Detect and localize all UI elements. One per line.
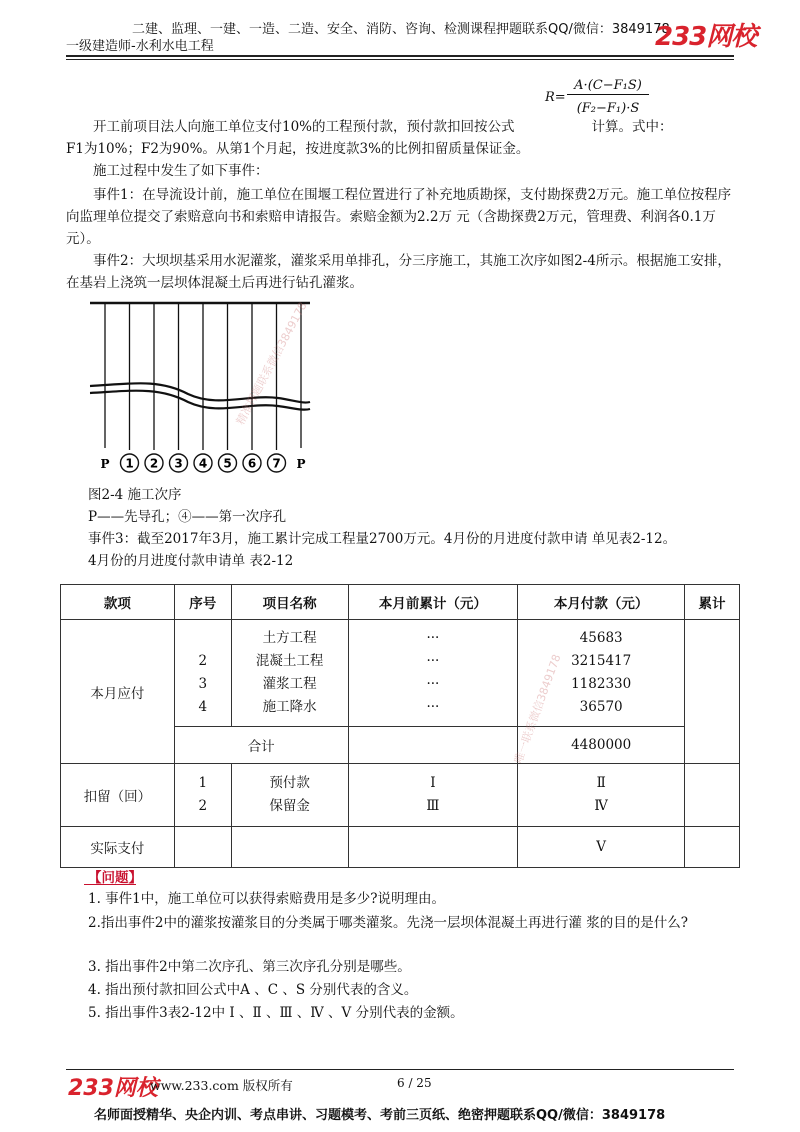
para-event3: 事件3：截至2017年3月，施工累计完成工程量2700万元。4月份的月进度付款申请 单见表2-12。 bbox=[88, 531, 677, 547]
cell-name: 预付款 bbox=[269, 775, 310, 791]
section-payable-label: 本月应付 bbox=[61, 620, 175, 764]
cell-no: 3 bbox=[198, 676, 208, 692]
para1-text-b: 计算。式中： bbox=[591, 119, 673, 135]
pilot-hole-label: P bbox=[100, 457, 110, 471]
para-advance-payment bbox=[66, 118, 734, 137]
grout-hole-number: 3 bbox=[174, 456, 183, 471]
header-divider-thin bbox=[66, 59, 734, 60]
questions-title: 【问题】 bbox=[88, 870, 142, 886]
section2-pay bbox=[518, 764, 685, 827]
formula-numerator: A·(C−F₁S) bbox=[567, 78, 649, 95]
section2-names bbox=[231, 764, 348, 827]
cell-prev: Ⅲ bbox=[426, 798, 440, 814]
footer-promo: 名师面授精华、央企内训、考点串讲、习题模考、考前三页纸、绝密押题联系QQ/微信：3849178 bbox=[94, 1108, 666, 1123]
cell-no: 1 bbox=[198, 775, 208, 791]
grout-hole-number: 5 bbox=[223, 456, 232, 471]
total-pay: 4480000 bbox=[518, 727, 685, 764]
footer-logo[interactable]: 233网校 bbox=[68, 1076, 158, 1101]
cell-cumulative bbox=[685, 764, 740, 827]
para-ratio: F1为10%；F2为90%。从第1个月起，按进度款3%的比例扣留质量保证金。 bbox=[66, 141, 530, 157]
question-1: 1. 事件1中，施工单位可以获得索赔费用是多少?说明理由。 bbox=[88, 891, 445, 907]
cell-no: 2 bbox=[198, 798, 208, 814]
cell-pay: 1182330 bbox=[571, 676, 632, 692]
cell-prev: ··· bbox=[426, 630, 440, 646]
pilot-hole-label: P bbox=[296, 457, 306, 471]
questions-title-underline bbox=[84, 884, 136, 885]
question-3: 3. 指出事件2中第二次序孔、第三次序孔分别是哪些。 bbox=[88, 959, 411, 975]
formula-lhs: R= bbox=[545, 90, 566, 105]
cell-name: 施工降水 bbox=[262, 699, 317, 715]
grout-hole-number: 2 bbox=[149, 456, 159, 471]
section2-nos bbox=[174, 764, 231, 827]
cell-pay: Ⅱ bbox=[596, 775, 606, 791]
cell-prev: Ⅰ bbox=[430, 775, 436, 791]
cell-pay: Ⅳ bbox=[594, 798, 608, 814]
watermark: 精准押题联系微信3849178 bbox=[233, 299, 310, 428]
actual-payment-value: Ⅴ bbox=[518, 827, 685, 868]
cell-no: 4 bbox=[198, 699, 208, 715]
table-row bbox=[61, 827, 740, 868]
section2-prev bbox=[348, 764, 518, 827]
header-item: 款项 bbox=[61, 585, 175, 620]
cell-prev: ··· bbox=[426, 699, 440, 715]
cell-prev: ··· bbox=[426, 676, 440, 692]
section-deduction-label: 扣留（回） bbox=[61, 764, 175, 827]
cell-prev: ··· bbox=[426, 653, 440, 669]
cell-empty bbox=[174, 827, 231, 868]
cell-empty bbox=[231, 827, 348, 868]
header-name: 项目名称 bbox=[231, 585, 348, 620]
cell-no: 2 bbox=[198, 653, 208, 669]
grout-hole-number: 7 bbox=[272, 456, 281, 471]
footer-divider bbox=[66, 1069, 734, 1070]
figure-caption: 图2-4 施工次序 bbox=[88, 487, 182, 503]
header-no: 序号 bbox=[174, 585, 231, 620]
para1-text-a: 开工前项目法人向施工单位支付10%的工程预付款，预付款扣回按公式 bbox=[93, 119, 515, 135]
header-contact-line: 二建、监理、一建、一造、二造、安全、消防、咨询、检测课程押题联系QQ/微信：3849178 bbox=[132, 22, 670, 37]
footer-site-link[interactable]: www.233.com 版权所有 bbox=[150, 1078, 293, 1093]
para-event2: 事件2：大坝坝基采用水泥灌浆，灌浆采用单排孔，分三序施工，其施工次序如图2-4所示。根据施工安排，在基岩上浇筑一层坝体混凝土后再进行钻孔灌浆。 bbox=[66, 253, 731, 291]
grout-hole-number: 4 bbox=[198, 456, 208, 471]
header-this-month: 本月付款（元） bbox=[518, 585, 685, 620]
cell-no bbox=[175, 627, 231, 650]
cell-pay: 36570 bbox=[579, 699, 623, 715]
cell-pay: 3215417 bbox=[571, 653, 632, 669]
cell-name: 保留金 bbox=[269, 798, 310, 814]
section1-names bbox=[231, 620, 348, 727]
header-subject: 一级建造师-水利水电工程 bbox=[66, 39, 214, 54]
table-caption: 4月份的月进度付款申请单 表2-12 bbox=[88, 553, 294, 569]
total-prev bbox=[348, 727, 518, 764]
payment-request-table bbox=[60, 584, 740, 868]
cell-empty bbox=[348, 827, 518, 868]
table-row bbox=[61, 764, 740, 827]
section1-nos bbox=[174, 620, 231, 727]
section1-prev bbox=[348, 620, 518, 727]
cell-pay: 45683 bbox=[579, 630, 623, 646]
table-row bbox=[61, 620, 740, 727]
question-5: 5. 指出事件3表2-12中 Ⅰ 、Ⅱ 、Ⅲ 、Ⅳ 、Ⅴ 分别代表的金额。 bbox=[88, 1005, 464, 1021]
cell-cumulative bbox=[685, 620, 740, 764]
formula-denominator: (F₂−F₁)·S bbox=[576, 101, 640, 116]
cell-name: 土方工程 bbox=[262, 630, 317, 646]
para-events-intro: 施工过程中发生了如下事件： bbox=[93, 163, 269, 179]
header-cumulative: 累计 bbox=[685, 585, 740, 620]
watermark: 唯一联系微信3849178 bbox=[511, 652, 564, 766]
page-number: 6 / 25 bbox=[397, 1076, 432, 1090]
grout-hole-number: 1 bbox=[125, 456, 134, 471]
site-logo[interactable]: 233网校 bbox=[655, 22, 757, 52]
figure-legend: P——先导孔；④——第一次序孔 bbox=[88, 509, 287, 525]
question-2: 2.指出事件2中的灌浆按灌浆目的分类属于哪类灌浆。先浇一层坝体混凝土再进行灌 浆的目的是什么? bbox=[88, 915, 688, 931]
header-divider bbox=[66, 55, 734, 57]
cell-name: 混凝土工程 bbox=[255, 653, 324, 669]
actual-payment-label: 实际支付 bbox=[61, 827, 175, 868]
total-label: 合计 bbox=[174, 727, 348, 764]
para-event1: 事件1：在导流设计前，施工单位在围堰工程位置进行了补充地质勘探，支付勘探费2万元。施工单位按程序向监理单位提交了索赔意向书和索赔申请报告。索赔金额为2.2万 元（含勘探费2万元，管理费、利润各0.1万元）。 bbox=[66, 187, 732, 247]
cell-name: 灌浆工程 bbox=[262, 676, 317, 692]
table-header-row bbox=[61, 585, 740, 620]
question-4: 4. 指出预付款扣回公式中A 、C 、S 分别代表的含义。 bbox=[88, 982, 418, 998]
grout-hole-number: 6 bbox=[247, 456, 257, 471]
cell-empty bbox=[685, 827, 740, 868]
header-prev-cumulative: 本月前累计（元） bbox=[348, 585, 518, 620]
